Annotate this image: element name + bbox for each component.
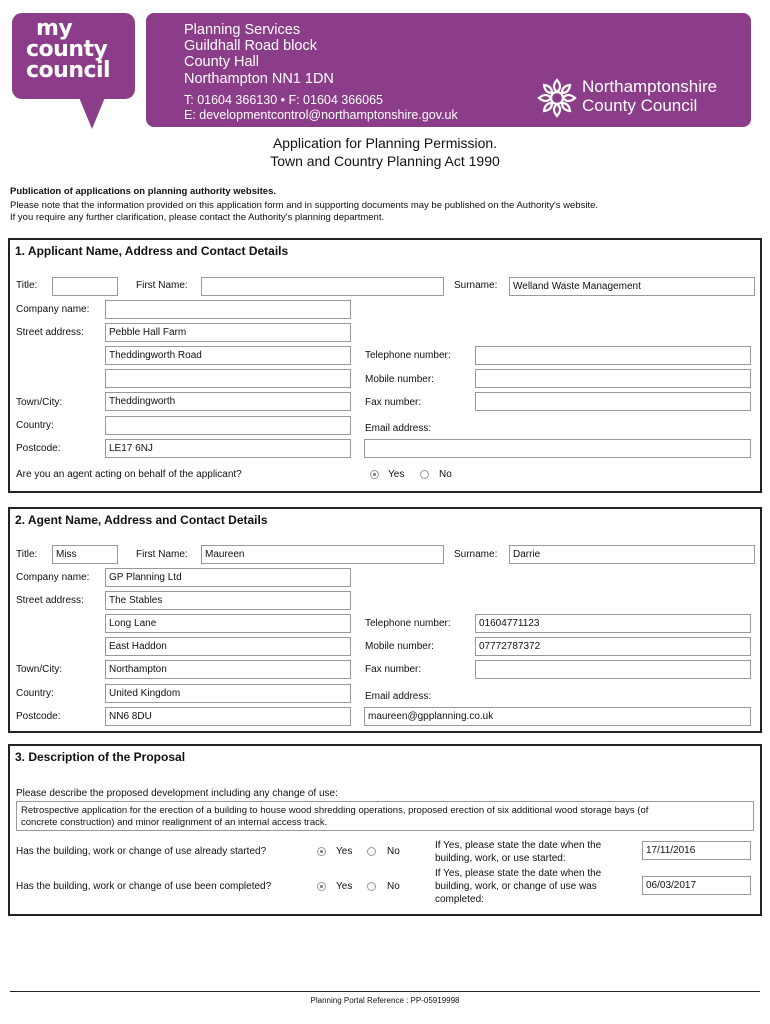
logo-speech-tail <box>78 95 106 129</box>
telephone-label: Telephone number: <box>365 350 451 361</box>
address-line-3: County Hall <box>184 54 259 70</box>
form-subtitle: Town and Country Planning Act 1990 <box>270 153 500 169</box>
company-label: Company name: <box>16 304 90 315</box>
agent-postcode-field[interactable]: NN6 8DU <box>105 707 351 726</box>
logo-line-1: my <box>36 16 73 41</box>
started-yes-radio[interactable] <box>317 847 326 856</box>
started-date-field[interactable]: 17/11/2016 <box>642 841 751 860</box>
started-date-label-2: building, work, or use started: <box>435 853 566 864</box>
agent-no-radio[interactable] <box>420 470 429 479</box>
agent-yes-radio[interactable] <box>370 470 379 479</box>
country-label: Country: <box>16 420 54 431</box>
completed-yes-label: Yes <box>336 881 353 892</box>
agent-fax-field[interactable] <box>475 660 751 679</box>
agent-mobile-label: Mobile number: <box>365 641 434 652</box>
applicant-telephone-field[interactable] <box>475 346 751 365</box>
applicant-title-field[interactable] <box>52 277 118 296</box>
agent-yes-label: Yes <box>388 469 405 480</box>
applicant-mobile-field[interactable] <box>475 369 751 388</box>
postcode-label: Postcode: <box>16 443 61 454</box>
section-agent <box>8 507 762 733</box>
completed-no-radio[interactable] <box>367 882 376 891</box>
address-line-4: Northampton NN1 1DN <box>184 71 334 87</box>
applicant-country-field[interactable] <box>105 416 351 435</box>
agent-title-label: Title: <box>16 549 38 560</box>
section-1-heading: 1. Applicant Name, Address and Contact Details <box>15 244 289 258</box>
completed-date-label <box>435 867 601 906</box>
council-logo <box>12 13 135 99</box>
applicant-street-3-field[interactable] <box>105 369 351 388</box>
agent-title-field[interactable]: Miss <box>52 545 118 564</box>
address-line-2: Guildhall Road block <box>184 38 317 54</box>
agent-fax-label: Fax number: <box>365 664 422 675</box>
applicant-postcode-field[interactable]: LE17 6NJ <box>105 439 351 458</box>
agent-mobile-field[interactable]: 07772787372 <box>475 637 751 656</box>
describe-label: Please describe the proposed development including any change of use: <box>16 788 338 799</box>
agent-question: Are you an agent acting on behalf of the applicant? <box>16 469 242 480</box>
council-name-line-1: Northamptonshire <box>582 77 718 96</box>
header-banner <box>146 13 751 127</box>
logo-line-3: council <box>26 58 111 83</box>
mobile-label: Mobile number: <box>365 374 434 385</box>
agent-street-2-field[interactable]: Long Lane <box>105 614 351 633</box>
applicant-first-name-field[interactable] <box>201 277 444 296</box>
started-date-label <box>435 839 601 865</box>
agent-first-name-label: First Name: <box>136 549 188 560</box>
agent-postcode-label: Postcode: <box>16 711 61 722</box>
completed-date-label-3: completed: <box>435 894 484 905</box>
agent-street-1-field[interactable]: The Stables <box>105 591 351 610</box>
agent-surname-label: Surname: <box>454 549 498 560</box>
applicant-fax-field[interactable] <box>475 392 751 411</box>
agent-country-field[interactable]: United Kingdom <box>105 684 351 703</box>
applicant-surname-field[interactable]: Welland Waste Management <box>509 277 755 296</box>
agent-town-label: Town/City: <box>16 664 63 675</box>
applicant-company-field[interactable] <box>105 300 351 319</box>
agent-street-3-field[interactable]: East Haddon <box>105 637 351 656</box>
council-name <box>582 77 717 115</box>
portal-reference: Planning Portal Reference : PP-05919998 <box>310 996 460 1005</box>
section-applicant <box>8 238 762 493</box>
publication-note-1: Please note that the information provided on this application form and in supporting documents may be published on the Authority's website. <box>10 200 599 211</box>
agent-first-name-field[interactable]: Maureen <box>201 545 444 564</box>
agent-no-label: No <box>439 469 452 480</box>
description-line-2: concrete construction) and minor realignment of an internal access track. <box>21 817 328 828</box>
started-yes-label: Yes <box>336 846 353 857</box>
completed-date-label-2: building, work, or change of use was <box>435 881 597 892</box>
agent-email-field[interactable]: maureen@gpplanning.co.uk <box>364 707 751 726</box>
phone-fax-line: T: 01604 366130 • F: 01604 366065 <box>184 93 383 107</box>
applicant-street-2-field[interactable]: Theddingworth Road <box>105 346 351 365</box>
applicant-email-field[interactable] <box>364 439 751 458</box>
fax-label: Fax number: <box>365 397 422 408</box>
first-name-label: First Name: <box>136 280 188 291</box>
publication-note-2: If you require any further clarification, please contact the Authority's planning department. <box>10 212 385 223</box>
email-label: Email address: <box>365 423 432 434</box>
street-label: Street address: <box>16 327 84 338</box>
logo-line-2: county <box>26 37 108 62</box>
section-proposal <box>8 744 762 916</box>
completed-no-label: No <box>387 881 400 892</box>
agent-town-field[interactable]: Northampton <box>105 660 351 679</box>
applicant-town-field[interactable]: Theddingworth <box>105 392 351 411</box>
title-label: Title: <box>16 280 38 291</box>
address-line-1: Planning Services <box>184 22 301 38</box>
publication-heading: Publication of applications on planning authority websites. <box>10 186 277 197</box>
form-title: Application for Planning Permission. <box>272 135 498 151</box>
started-no-radio[interactable] <box>367 847 376 856</box>
completed-date-field[interactable]: 06/03/2017 <box>642 876 751 895</box>
surname-label: Surname: <box>454 280 498 291</box>
rose-crest-icon <box>536 77 578 119</box>
started-question: Has the building, work or change of use already started? <box>16 846 267 857</box>
agent-street-label: Street address: <box>16 595 84 606</box>
agent-telephone-field[interactable]: 01604771123 <box>475 614 751 633</box>
council-name-line-2: County Council <box>582 96 698 115</box>
footer-divider <box>10 991 760 992</box>
description-line-1: Retrospective application for the erection of a building to house wood shredding operations, proposed erection of six additional wood storage bays (of <box>21 805 649 816</box>
completed-question: Has the building, work or change of use been completed? <box>16 881 272 892</box>
agent-surname-field[interactable]: Darrie <box>509 545 755 564</box>
agent-company-field[interactable]: GP Planning Ltd <box>105 568 351 587</box>
completed-date-label-1: If Yes, please state the date when the <box>435 868 602 879</box>
email-line: E: developmentcontrol@northamptonshire.gov.uk <box>184 108 458 122</box>
agent-telephone-label: Telephone number: <box>365 618 451 629</box>
description-field[interactable] <box>16 801 754 831</box>
started-no-label: No <box>387 846 400 857</box>
applicant-street-1-field[interactable]: Pebble Hall Farm <box>105 323 351 342</box>
section-3-heading: 3. Description of the Proposal <box>15 750 186 764</box>
agent-company-label: Company name: <box>16 572 90 583</box>
completed-yes-radio[interactable] <box>317 882 326 891</box>
town-label: Town/City: <box>16 397 63 408</box>
started-date-label-1: If Yes, please state the date when the <box>435 840 602 851</box>
agent-email-label: Email address: <box>365 691 432 702</box>
section-2-heading: 2. Agent Name, Address and Contact Details <box>15 513 268 527</box>
agent-country-label: Country: <box>16 688 54 699</box>
